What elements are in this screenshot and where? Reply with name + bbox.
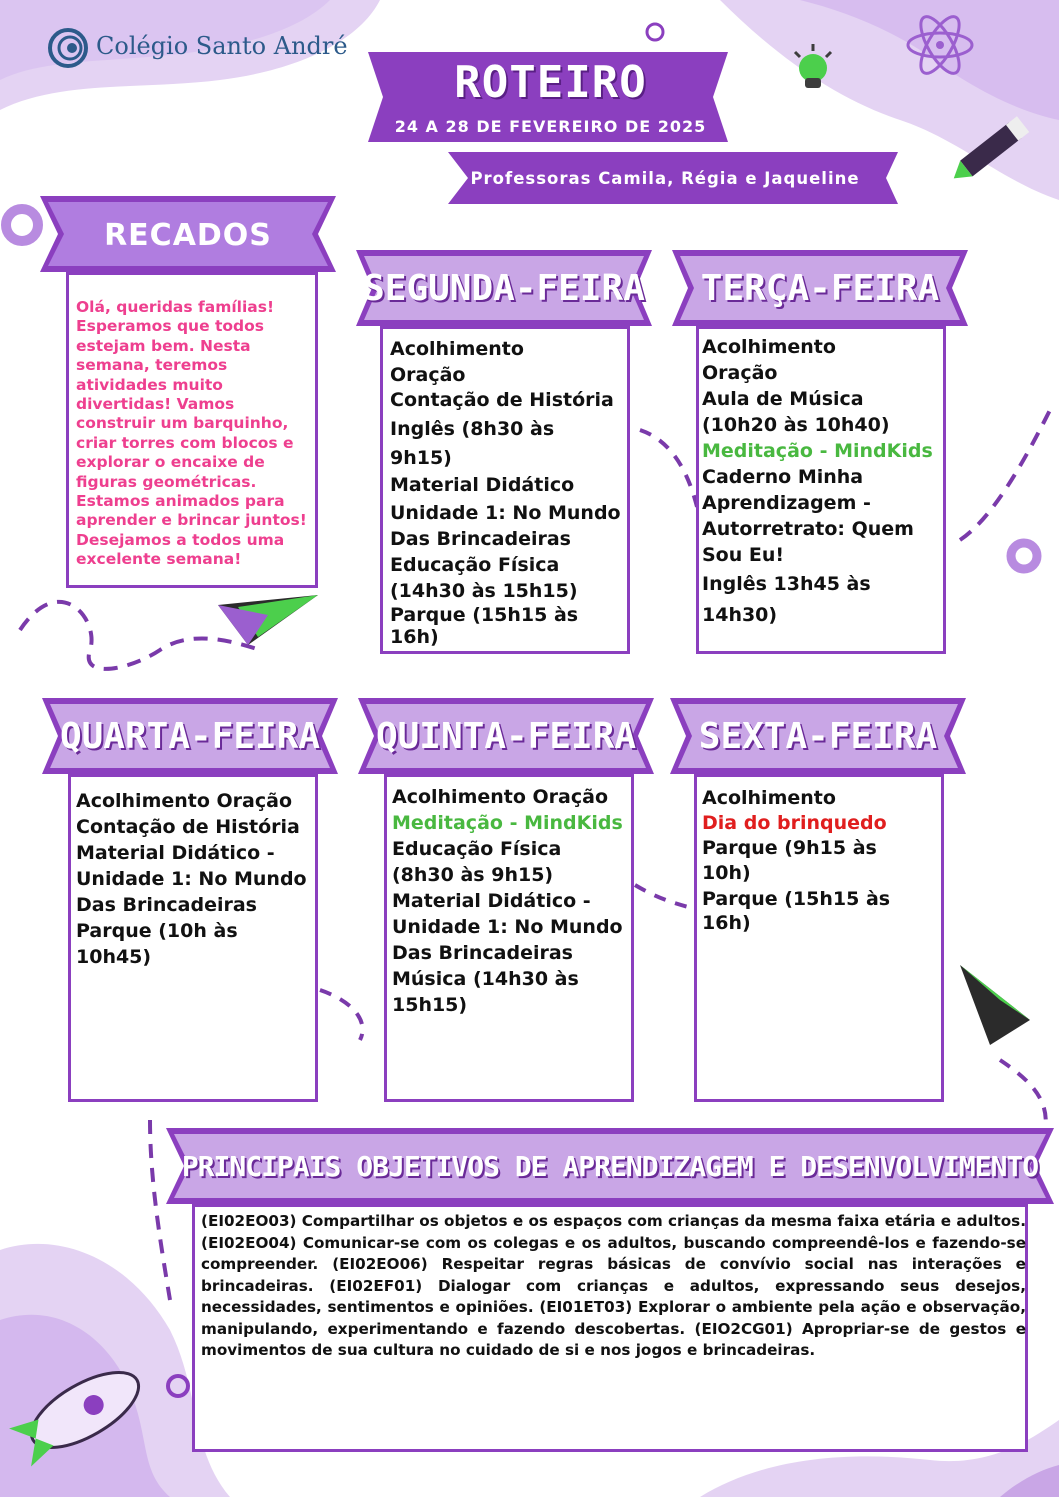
- objectives-title: PRINCIPAIS OBJETIVOS DE APRENDIZAGEM E DESENVOLVIMENTO: [181, 1149, 1039, 1183]
- atom-icon: [900, 10, 980, 80]
- activity-item: Acolhimento Oração: [76, 790, 293, 812]
- day-title-quarta: QUARTA-FEIRA: [59, 715, 321, 757]
- school-name: Colégio Santo André: [96, 32, 348, 60]
- activity-item: Parque (9h15 às: [702, 837, 877, 859]
- activity-item: (14h30 às 15h15): [390, 580, 578, 602]
- day-banner-segunda: [356, 250, 652, 326]
- paper-plane-icon-right: [960, 965, 1040, 1055]
- activity-item: Material Didático -: [76, 842, 275, 864]
- activity-item-highlight: Dia do brinquedo: [702, 812, 887, 834]
- activity-item: Unidade 1: No Mundo: [392, 916, 623, 938]
- activity-item: 14h30): [702, 604, 778, 626]
- recados-line: aprender e brincar juntos!: [76, 511, 307, 530]
- recados-line: divertidas! Vamos: [76, 395, 235, 414]
- recados-line: figuras geométricas.: [76, 472, 257, 491]
- day-banner-sexta: [670, 698, 966, 774]
- rocket-icon: [0, 1340, 170, 1480]
- recados-line: Estamos animados para: [76, 492, 285, 511]
- activity-item: Aula de Música: [702, 388, 864, 410]
- activity-item: Acolhimento: [702, 787, 836, 809]
- activity-item: Acolhimento Oração: [392, 786, 609, 808]
- activity-item: 9h15): [390, 447, 452, 469]
- activity-item: Material Didático: [390, 474, 575, 496]
- activity-item: Material Didático -: [392, 890, 591, 912]
- activity-item: 15h15): [392, 994, 468, 1016]
- activity-item: Unidade 1: No Mundo: [390, 502, 621, 524]
- activity-item: Unidade 1: No Mundo: [76, 868, 307, 890]
- recados-line: excelente semana!: [76, 550, 242, 569]
- activity-item: Oração: [390, 364, 466, 386]
- recados-line: estejam bem. Nesta: [76, 336, 251, 355]
- day-list-sexta: [702, 785, 890, 933]
- objectives-text: (EI02EO03) Compartilhar os objetos e os espaços com crianças da mesma faixa etária e adultos. (EI02EO04) Comunicar-se com os colegas e os adultos, buscando compreendê-los e fazendo-se compreender. (EI02EO06) Respeitar regras básicas de convívio social nas interações e brincadeiras. (EI02EF01) Dialogar com crianças e adultos, expressando seus desejos, necessidades, sentimentos e opiniões. (EI01ET03) Explorar o ambiente pela ação e observação, manipulando, experimentando e fazendo descobertas. (EIO2CG01) Apropriar-se de gestos e movimentos de sua cultura no cuidado de si e nos jogos e brincadeiras.: [201, 1212, 1026, 1359]
- recados-line: Olá, queridas famílias!: [76, 298, 275, 316]
- activity-item: 16h): [702, 912, 751, 934]
- recados-line: atividades muito: [76, 375, 223, 394]
- activity-item: 10h45): [76, 946, 152, 968]
- activity-item: (8h30 às 9h15): [392, 864, 554, 886]
- school-logo-icon: [46, 26, 90, 70]
- day-title-quinta: QUINTA-FEIRA: [375, 715, 637, 757]
- day-list-segunda: [390, 336, 621, 648]
- activity-item: 10h): [702, 862, 751, 884]
- activity-item: Acolhimento: [702, 336, 836, 358]
- day-banner-quinta: [358, 698, 654, 774]
- day-banner-terca: [672, 250, 968, 326]
- school-logo: [46, 26, 348, 70]
- activity-item: Música (14h30 às: [392, 968, 579, 990]
- recados-message: [76, 298, 307, 570]
- recados-line: construir um barquinho,: [76, 414, 289, 433]
- day-title-sexta: SEXTA-FEIRA: [698, 715, 938, 757]
- activity-item: Oração: [702, 362, 778, 384]
- recados-line: explorar o encaixe de: [76, 453, 265, 472]
- lightbulb-icon: [785, 38, 845, 98]
- activity-item: Acolhimento: [390, 338, 524, 360]
- activity-item: Das Brincadeiras: [390, 528, 571, 550]
- pencil-icon: [940, 105, 1040, 195]
- day-title-terca: TERÇA-FEIRA: [700, 267, 940, 309]
- activity-item-highlight: Meditação - MindKids: [702, 440, 933, 462]
- activity-item: Sou Eu!: [702, 544, 785, 566]
- activity-item: Parque (10h às: [76, 920, 238, 942]
- day-list-quarta: [76, 788, 307, 970]
- teachers-label: Professoras Camila, Régia e Jaqueline: [470, 168, 860, 188]
- recados-line: Esperamos que todos: [76, 317, 265, 336]
- day-list-quinta: [392, 784, 623, 1018]
- activity-item: Inglês 13h45 às: [702, 573, 871, 595]
- objectives-banner: [166, 1128, 1054, 1204]
- activity-item: Aprendizagem -: [702, 492, 871, 514]
- activity-item-highlight: Meditação - MindKids: [392, 812, 623, 834]
- activity-item: Das Brincadeiras: [392, 942, 573, 964]
- activity-item: Caderno Minha: [702, 466, 864, 488]
- day-banner-quarta: [42, 698, 338, 774]
- recados-title: RECADOS: [104, 217, 272, 253]
- activity-item: Das Brincadeiras: [76, 894, 257, 916]
- activity-item: Contação de História: [76, 816, 300, 838]
- day-list-terca: [702, 334, 933, 630]
- recados-line: semana, teremos: [76, 356, 228, 375]
- paper-plane-icon: [218, 595, 328, 655]
- activity-item: Inglês (8h30 às: [390, 418, 555, 440]
- activity-item: Parque (15h15 às: [390, 604, 579, 626]
- activity-item: Autorretrato: Quem: [702, 518, 914, 540]
- activity-item: Educação Física: [392, 838, 562, 860]
- page-title: ROTEIRO: [454, 56, 647, 108]
- recados-line: criar torres com blocos e: [76, 433, 294, 452]
- activity-item: 16h): [390, 626, 439, 648]
- activity-item: (10h20 às 10h40): [702, 414, 890, 436]
- recados-line: Desejamos a todos uma: [76, 530, 285, 549]
- activity-item: Contação de História: [390, 389, 614, 411]
- day-title-segunda: SEGUNDA-FEIRA: [363, 267, 645, 309]
- activity-item: Educação Física: [390, 554, 560, 576]
- date-range: 24 A 28 DE FEVEREIRO DE 2025: [394, 116, 707, 136]
- activity-item: Parque (15h15 às: [702, 888, 891, 910]
